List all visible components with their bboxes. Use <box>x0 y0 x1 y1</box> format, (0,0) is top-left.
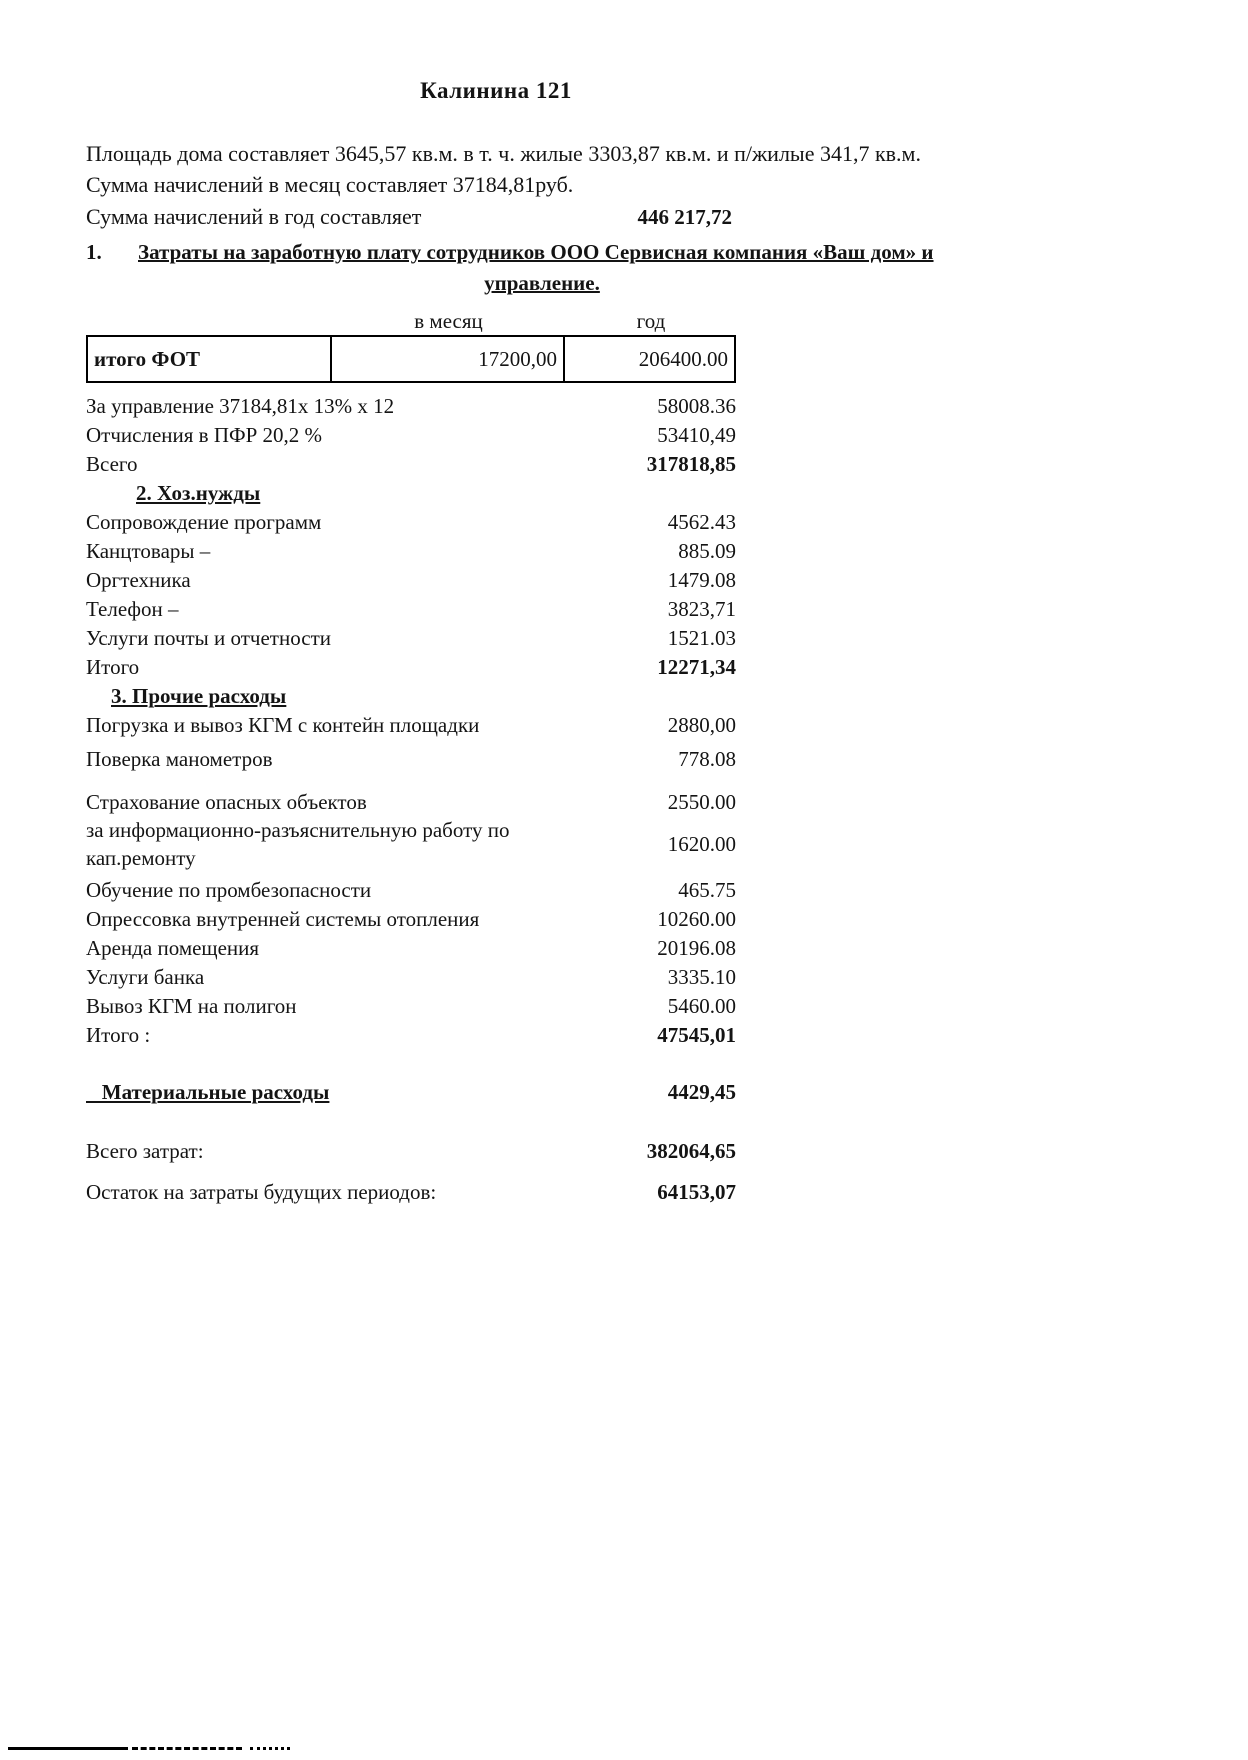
row-soprovozhdenie-programm <box>86 507 736 536</box>
line-item-value: 53410,49 <box>657 422 736 447</box>
line-item-value: 3335.10 <box>667 964 736 989</box>
line-item-value: 58008.36 <box>657 393 736 418</box>
line-item-value: 2550.00 <box>667 789 736 814</box>
fot-table <box>86 335 736 383</box>
row-otchisleniya-pfr <box>86 420 736 449</box>
page-title: Калинина 121 <box>420 78 572 103</box>
row-poverka-manometrov <box>86 744 736 773</box>
line-item-value: 3823,71 <box>667 596 736 621</box>
line-item-label: Итого : <box>86 1022 151 1047</box>
column-header-spacer <box>86 308 331 334</box>
scan-artifact-segment <box>132 1747 242 1750</box>
line-item-label: Вывоз КГМ на полигон <box>86 993 297 1018</box>
row-vsego-zatrat <box>86 1136 736 1165</box>
line-item-value: 4429,45 <box>667 1079 736 1104</box>
line-item-label: Аренда помещения <box>86 935 260 960</box>
line-item-label: Опрессовка внутренней системы отопления <box>86 906 480 931</box>
intro-line-area: Площадь дома составляет 3645,57 кв.м. в т. ч. жилые 3303,87 кв.м. и п/жилые 341,7 кв.м. <box>86 141 921 166</box>
line-item-value: 10260.00 <box>657 906 736 931</box>
line-items-list <box>86 391 736 1206</box>
line-item-value: 20196.08 <box>657 935 736 960</box>
line-item-label: 2. Хоз.нужды <box>136 480 261 505</box>
section1-number: 1. <box>86 240 102 264</box>
line-item-label: Страхование опасных объектов <box>86 789 367 814</box>
line-item-label: Итого <box>86 654 140 679</box>
line-item-value: 5460.00 <box>667 993 736 1018</box>
row-za-upravlenie <box>86 391 736 420</box>
line-item-value: 1620.00 <box>667 832 736 856</box>
scan-artifact-segment <box>8 1747 128 1750</box>
row-ostatok <box>86 1177 736 1206</box>
line-item-value: 64153,07 <box>657 1179 736 1204</box>
row-opressovka <box>86 904 736 933</box>
line-item-label: Услуги почты и отчетности <box>86 625 331 650</box>
scan-artifact-line <box>8 1746 348 1750</box>
subheading-prochie-raskhody <box>86 681 736 710</box>
row-kantstovary <box>86 536 736 565</box>
line-item-label: Оргтехника <box>86 567 191 592</box>
line-item-label: Телефон – <box>86 596 179 621</box>
line-item-value: 47545,01 <box>657 1022 736 1047</box>
line-item-label: Услуги банка <box>86 964 205 989</box>
row-materialnye-raskhody <box>86 1077 736 1106</box>
row-informatsionno-razyasnitelnaya <box>86 816 736 872</box>
line-item-label: Всего затрат: <box>86 1138 204 1163</box>
row-obuchenie <box>86 875 736 904</box>
line-item-label: Поверка манометров <box>86 746 273 771</box>
line-item-value: 1479.08 <box>667 567 736 592</box>
line-item-label: Всего <box>86 451 138 476</box>
line-item-label: Остаток на затраты будущих периодов: <box>86 1179 437 1204</box>
line-item-label: Погрузка и вывоз КГМ с контейн площадки <box>86 712 480 737</box>
annual-total-value: 446 217,72 <box>637 204 732 229</box>
line-item-value: 1521.03 <box>667 625 736 650</box>
line-item-value: 885.09 <box>678 538 736 563</box>
row-arenda <box>86 933 736 962</box>
section1-heading-text: Затраты на заработную плату сотрудников ООО Сервисная компания «Ваш дом» и <box>138 240 934 264</box>
row-vyvoz-kgm <box>86 991 736 1020</box>
row-strakhovanie <box>86 787 736 816</box>
document-page <box>86 78 934 1206</box>
scan-artifact-segment <box>250 1747 290 1750</box>
line-item-label: 3. Прочие расходы <box>111 683 287 708</box>
row-uslugi-pochty <box>86 623 736 652</box>
intro-line-monthly: Сумма начислений в месяц составляет 37184,81руб. <box>86 172 574 197</box>
line-item-value: 2880,00 <box>667 712 736 737</box>
line-item-label: За управление 37184,81х 13% х 12 <box>86 393 395 418</box>
row-pogruzka-kgm <box>86 710 736 739</box>
line-item-value: 465.75 <box>678 877 736 902</box>
annual-total-label: Сумма начислений в год составляет <box>86 204 422 229</box>
fot-row-month-value: 17200,00 <box>331 336 564 382</box>
fot-row-year-value: 206400.00 <box>564 336 735 382</box>
subheading-khoz-nuzhdy <box>86 478 736 507</box>
line-item-value: 4562.43 <box>667 509 736 534</box>
row-orgtekhnika <box>86 565 736 594</box>
line-item-label: Обучение по промбезопасности <box>86 877 372 902</box>
row-itogo-prochie <box>86 1020 736 1049</box>
row-vsego <box>86 449 736 478</box>
row-uslugi-banka <box>86 962 736 991</box>
table-row <box>87 336 735 382</box>
fot-row-label: итого ФОТ <box>87 336 331 382</box>
line-item-value: 778.08 <box>678 746 736 771</box>
line-item-label: за информационно-разъяснительную работу по кап.ремонту <box>86 818 510 870</box>
line-item-label: Сопровождение программ <box>86 509 322 534</box>
line-item-value: 382064,65 <box>646 1138 736 1163</box>
column-header-month: в месяц <box>414 309 483 333</box>
line-item-label: Материальные расходы <box>86 1079 330 1104</box>
annual-total-row <box>86 201 736 232</box>
line-item-value: 12271,34 <box>657 654 736 679</box>
table-column-headers <box>86 308 736 334</box>
line-item-label: Отчисления в ПФР 20,2 % <box>86 422 322 447</box>
row-telefon <box>86 594 736 623</box>
column-header-year: год <box>636 309 666 333</box>
row-itogo-khoz <box>86 652 736 681</box>
line-item-label: Канцтовары – <box>86 538 211 563</box>
line-item-value: 317818,85 <box>646 451 736 476</box>
section1-heading-text-line2: управление. <box>484 271 600 295</box>
section1-heading <box>86 240 934 296</box>
